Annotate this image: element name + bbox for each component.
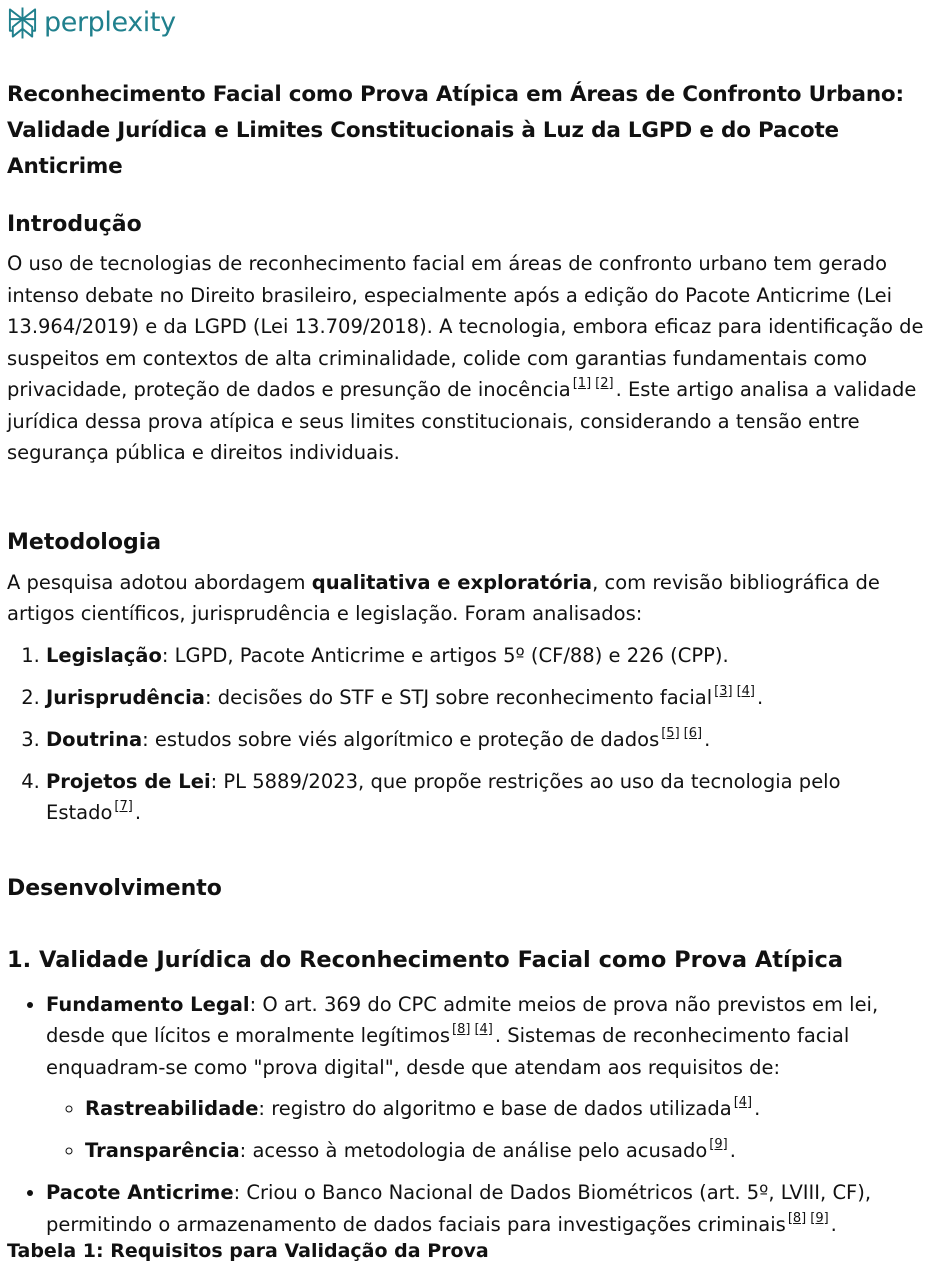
methodology-text-a: A pesquisa adotou abordagem (7, 570, 312, 594)
table-title: Tabela 1: Requisitos para Validação da Prova (7, 1239, 489, 1262)
citation-link[interactable]: [8] (787, 1210, 807, 1226)
item-end: . (757, 685, 764, 709)
item-text: : PL 5889/2023, que propõe restrições ao uso da tecnologia pelo Estado (46, 769, 841, 824)
intro-text-a: O uso de tecnologias de reconhecimento facial em áreas de confronto urbano tem gerado intenso debate no Direito brasileiro, especialmente após a edição do Pacote Anticrime (Lei 13.964/2019) e da LGPD (Lei 13.709/2018). A tecnologia, embora eficaz para identificação de suspeitos em contextos de alta criminalidade, colide com garantias fundamentais como privacidade, proteção de dados e presunção de inocência (7, 252, 924, 401)
intro-heading: Introdução (7, 212, 142, 237)
intro-text-b: . Este artigo analisa a validade jurídica dessa prova atípica e seus limites constitucionais, considerando a tensão entre segurança pública e direitos individuais. (7, 378, 917, 464)
intro-paragraph (7, 248, 939, 469)
citation-link[interactable]: [4] (474, 1022, 493, 1037)
citation-link[interactable]: [3] (714, 683, 733, 699)
citation-link[interactable]: [7] (114, 799, 133, 814)
item-label: Rastreabilidade (85, 1097, 259, 1120)
citation-link[interactable]: [4] (736, 683, 755, 699)
development-subheading: 1. Validade Jurídica do Reconhecimento Facial como Prova Atípica (7, 946, 844, 973)
citation-link[interactable]: [9] (810, 1210, 829, 1226)
item-label: Transparência (85, 1139, 240, 1162)
brand-name: perplexity (44, 7, 176, 39)
citation-link[interactable]: [1] (572, 376, 592, 391)
item-text: : decisões do STF e STJ sobre reconhecimento facial (204, 685, 713, 709)
development-heading: Desenvolvimento (7, 875, 222, 901)
citation-link[interactable]: [9] (709, 1137, 728, 1152)
list-item (46, 989, 939, 1167)
development-list (7, 989, 939, 1241)
citation-link[interactable]: [5] (661, 725, 680, 741)
item-end: . (134, 801, 142, 824)
item-end: . (704, 727, 711, 751)
item-label: Projetos de Lei (46, 769, 211, 793)
article-title: Reconhecimento Facial como Prova Atípica em Áreas de Confronto Urbano: Validade Jurídica e Limites Constitucionais à Luz da LGPD e do Pacote Anticrime (7, 82, 904, 179)
citation-link[interactable]: [2] (595, 376, 614, 391)
citation-link[interactable]: [6] (683, 725, 703, 741)
item-end: . (830, 1212, 837, 1236)
list-item (46, 1177, 939, 1240)
item-end: . (754, 1097, 761, 1120)
sublist-item (85, 1093, 939, 1125)
brand-logo[interactable] (7, 2, 939, 44)
page (0, 2, 945, 1265)
list-item (46, 682, 939, 714)
item-label: Doutrina (46, 727, 143, 751)
requirements-sublist (46, 1093, 939, 1167)
item-label: Fundamento Legal (46, 992, 250, 1016)
methodology-list (7, 640, 939, 829)
methodology-heading: Metodologia (7, 529, 162, 555)
list-item (46, 724, 939, 756)
item-text: : Criou o Banco Nacional de Dados Biométricos (art. 5º, LVIII, CF), permitindo o armazenamento de dados faciais para investigações criminais (46, 1181, 872, 1236)
sublist-item (85, 1135, 939, 1167)
item-label: Legislação (46, 643, 162, 667)
item-end: . (729, 1139, 736, 1162)
item-label: Pacote Anticrime (46, 1181, 234, 1204)
methodology-text-b: , com revisão bibliográfica de artigos científicos, jurisprudência e legislação. Foram analisados: (7, 570, 880, 625)
item-text-a: : O art. 369 do CPC admite meios de prova não previstos em lei, desde que lícitos e moralmente legítimos (46, 992, 879, 1047)
item-text: : estudos sobre viés algorítmico e proteção de dados (142, 727, 660, 751)
item-text: : acesso à metodologia de análise pelo acusado (239, 1139, 708, 1162)
perplexity-logo-icon (7, 5, 38, 41)
list-item (46, 766, 939, 829)
methodology-text-bold: qualitativa e exploratória (311, 570, 593, 594)
citation-link[interactable]: [8] (452, 1022, 471, 1037)
methodology-paragraph (7, 567, 939, 630)
item-text-b: . Sistemas de reconhecimento facial enquadram-se como "prova digital", desde que atendam aos requisitos de: (46, 1024, 850, 1079)
item-text: : registro do algoritmo e base de dados utilizada (258, 1097, 732, 1120)
list-item (46, 640, 939, 672)
item-text: : LGPD, Pacote Anticrime e artigos 5º (CF/88) e 226 (CPP). (161, 643, 729, 667)
citation-link[interactable]: [4] (733, 1095, 753, 1110)
item-label: Jurisprudência (46, 685, 205, 709)
